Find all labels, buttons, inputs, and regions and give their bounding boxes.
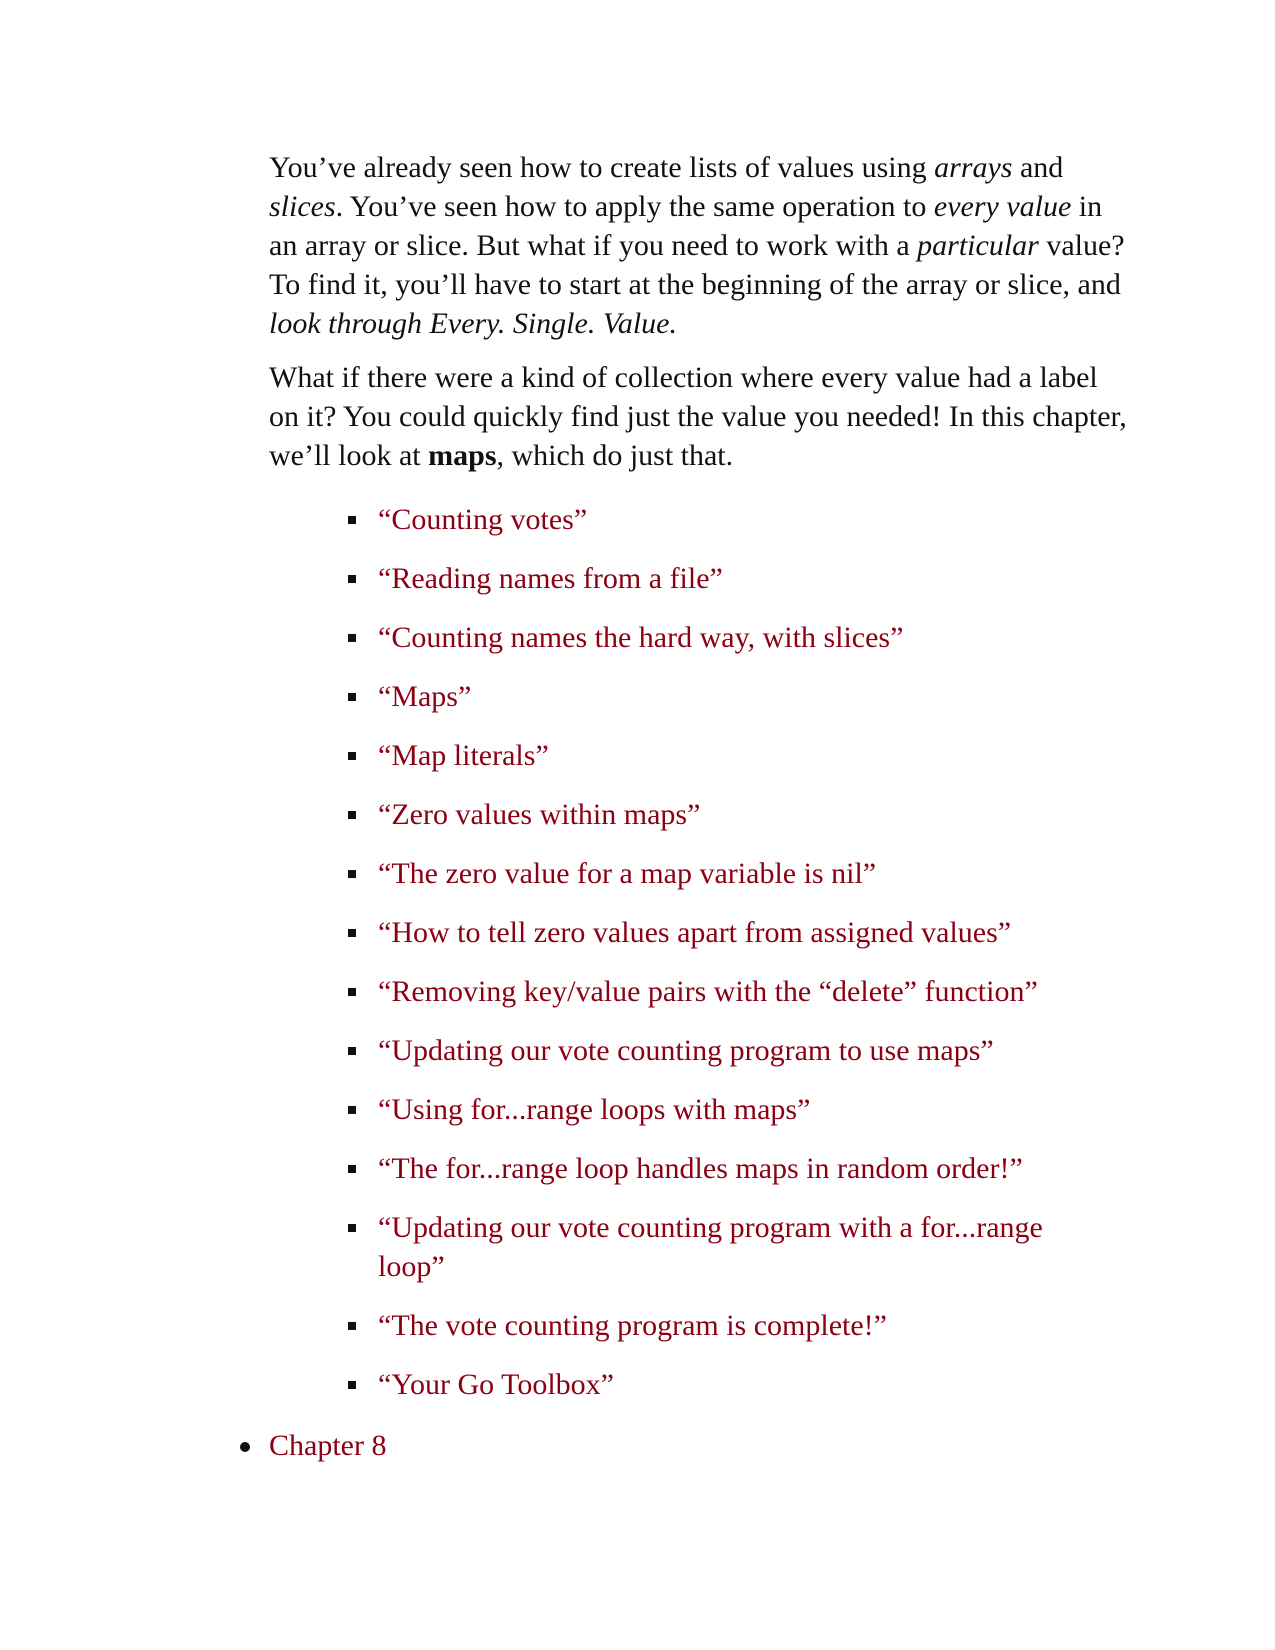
list-item [348, 559, 1088, 598]
section-link[interactable]: “Your Go Toolbox” [378, 1368, 614, 1401]
section-link-list [348, 500, 1088, 1424]
section-link[interactable]: “The vote counting program is complete!” [378, 1309, 887, 1342]
list-item [348, 913, 1088, 952]
list-item [348, 972, 1088, 1011]
chapter-8-link[interactable]: Chapter 8 [269, 1429, 387, 1462]
bullet-square-icon [348, 693, 356, 701]
section-link[interactable]: “Updating our vote counting program with a for...range loop” [378, 1211, 1043, 1283]
list-item [348, 854, 1088, 893]
list-item [348, 1090, 1088, 1129]
paragraph-text: . You’ve seen how to apply the same operation to [335, 190, 934, 223]
emphasis-text: every value [933, 190, 1072, 223]
bullet-square-icon [348, 516, 356, 524]
list-item [348, 1208, 1088, 1286]
emphasis-text: particular [917, 229, 1039, 262]
intro-paragraph-2 [269, 358, 1129, 475]
list-item [348, 1306, 1088, 1345]
section-link[interactable]: “Counting names the hard way, with slices” [378, 621, 904, 654]
section-link[interactable]: “How to tell zero values apart from assigned values” [378, 916, 1012, 949]
bullet-dot-icon [240, 1442, 250, 1452]
bullet-square-icon [348, 929, 356, 937]
emphasis-text: slices [269, 190, 336, 223]
list-item [348, 736, 1088, 775]
paragraph-text: What if there were a kind of collection where every value had a label on it? You could quickly find just the value you needed! In this chapter, we’ll look at [269, 361, 1127, 472]
intro-text [269, 148, 1129, 490]
bullet-square-icon [348, 1165, 356, 1173]
bullet-square-icon [348, 634, 356, 642]
bullet-square-icon [348, 1106, 356, 1114]
section-link[interactable]: “Counting votes” [378, 503, 588, 536]
paragraph-text: in an array or slice. But what if you need to work with a [269, 190, 1103, 262]
bullet-square-icon [348, 1047, 356, 1055]
section-link[interactable]: “The zero value for a map variable is nil” [378, 857, 877, 890]
paragraph-text: and [1012, 151, 1064, 184]
bullet-square-icon [348, 811, 356, 819]
intro-paragraph-1 [269, 148, 1129, 343]
paragraph-text: , which do just that. [496, 439, 734, 472]
list-item [348, 1149, 1088, 1188]
list-item [348, 618, 1088, 657]
section-link[interactable]: “Removing key/value pairs with the “delete” function” [378, 975, 1038, 1008]
section-link[interactable]: “Maps” [378, 680, 472, 713]
paragraph-text: You’ve already seen how to create lists of values using [269, 151, 935, 184]
section-link[interactable]: “The for...range loop handles maps in random order!” [378, 1152, 1023, 1185]
paragraph-text: value? To find it, you’ll have to start at the beginning of the array or slice, and [269, 229, 1125, 301]
list-item [348, 677, 1088, 716]
emphasis-text: look through Every. Single. Value. [269, 307, 677, 340]
section-link[interactable]: “Zero values within maps” [378, 798, 701, 831]
bullet-square-icon [348, 1381, 356, 1389]
emphasis-text: arrays [934, 151, 1013, 184]
bullet-square-icon [348, 1322, 356, 1330]
section-link[interactable]: “Updating our vote counting program to use maps” [378, 1034, 994, 1067]
list-item [348, 1365, 1088, 1404]
list-item [348, 500, 1088, 539]
bullet-square-icon [348, 575, 356, 583]
list-item [348, 1031, 1088, 1070]
list-item [348, 795, 1088, 834]
bold-text: maps [428, 439, 497, 472]
chapter-entry [240, 1426, 386, 1465]
section-link[interactable]: “Using for...range loops with maps” [378, 1093, 811, 1126]
section-link[interactable]: “Reading names from a file” [378, 562, 723, 595]
bullet-square-icon [348, 988, 356, 996]
bullet-square-icon [348, 1224, 356, 1232]
bullet-square-icon [348, 870, 356, 878]
bullet-square-icon [348, 752, 356, 760]
section-link[interactable]: “Map literals” [378, 739, 549, 772]
